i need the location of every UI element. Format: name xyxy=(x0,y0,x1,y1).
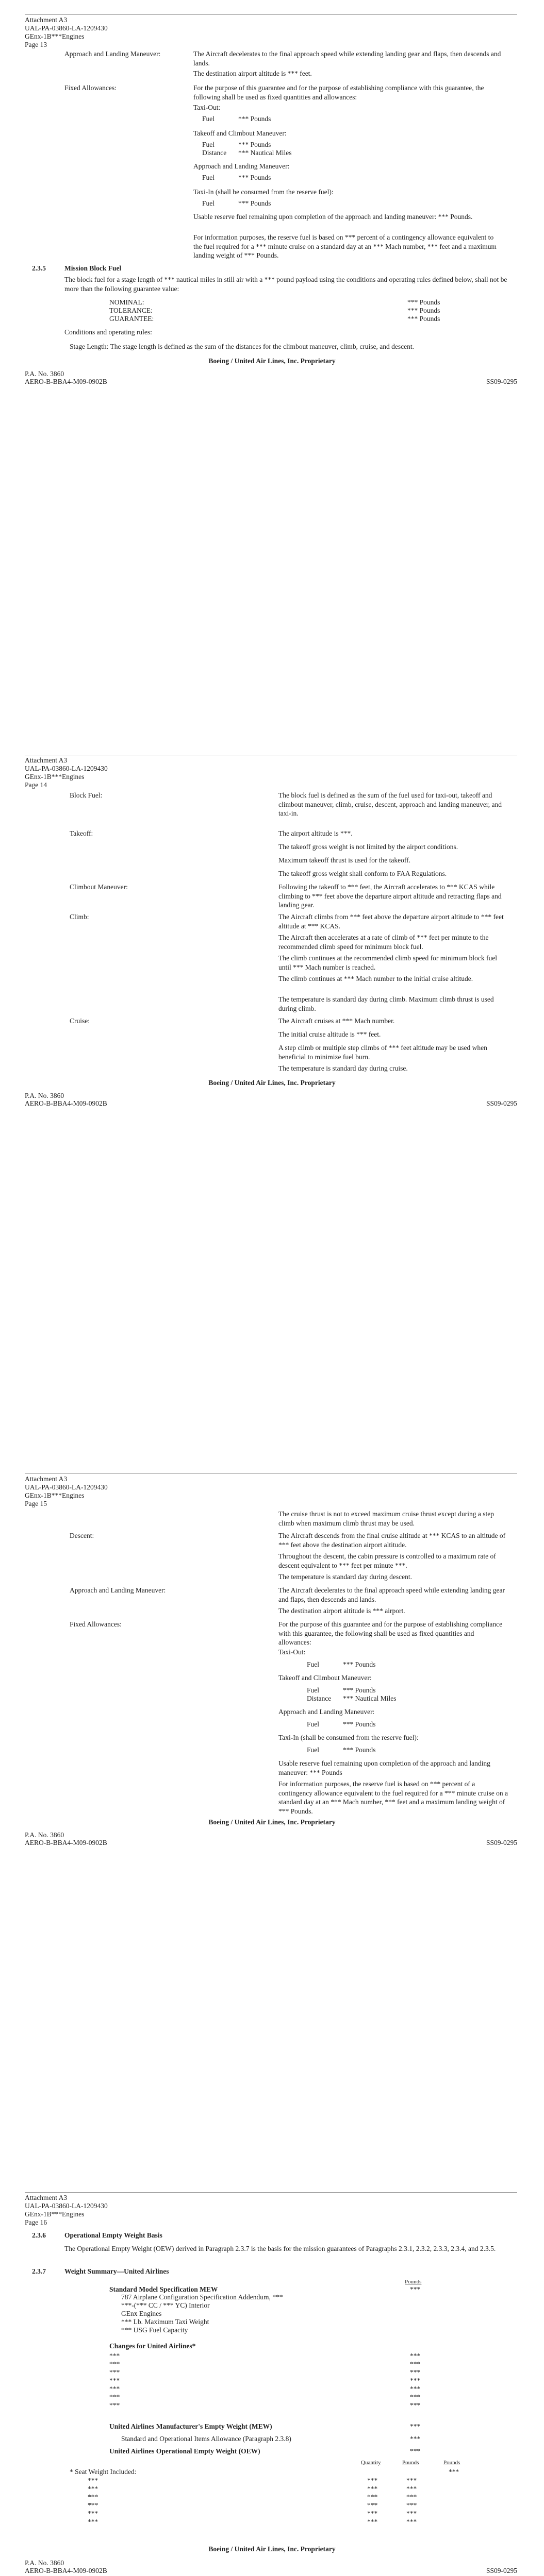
fuel-value: *** Pounds xyxy=(238,174,271,181)
standard-model-value: *** xyxy=(410,2285,421,2293)
page-header xyxy=(25,756,334,789)
header-attachment: Attachment A3 xyxy=(25,16,68,24)
takeoff-label: Takeoff: xyxy=(70,829,93,837)
taxi-out-label: Taxi-Out: xyxy=(278,1648,306,1656)
header-doc-id: UAL-PA-03860-LA-1209430 xyxy=(25,24,108,32)
changes-value: *** xyxy=(410,2393,421,2401)
spec-line: ***-(*** CC / *** YC) Interior xyxy=(121,2301,210,2309)
header-attachment: Attachment A3 xyxy=(25,1475,68,1483)
cruise-text-3: A step climb or multiple step climbs of *** feet altitude may be used when beneficial to minimize fuel burn. xyxy=(278,1044,487,1061)
std-allowance-label: Standard and Operational Items Allowance (Paragraph 2.3.8) xyxy=(121,2435,291,2443)
changes-value: *** xyxy=(410,2385,421,2393)
page-footer xyxy=(25,2559,517,2574)
fuel-label: Fuel xyxy=(202,199,215,207)
changes-value: *** xyxy=(410,2377,421,2384)
nominal-label: NOMINAL: xyxy=(109,298,144,306)
page-number: Page 13 xyxy=(25,41,47,48)
takeoff-text-3: Maximum takeoff thrust is used for the takeoff. xyxy=(278,856,410,864)
cruise-continued-text: The cruise thrust is not to exceed maximum cruise thrust except during a step climb when maximum climb thrust may be used. xyxy=(278,1510,494,1527)
seat-row xyxy=(88,2493,480,2501)
fuel-value: *** Pounds xyxy=(343,1660,376,1668)
fuel-label: Fuel xyxy=(202,174,215,181)
taxi-out-label: Taxi-Out: xyxy=(193,104,221,111)
changes-row xyxy=(109,2368,429,2377)
footer-doc-code: AERO-B-BBA4-M09-0902B xyxy=(25,378,107,385)
fuel-value: *** Pounds xyxy=(238,199,271,207)
climbout-text: Following the takeoff to *** feet, the Aircraft accelerates to *** KCAS while climbing to *** feet above the departure airport altitude and retracting flaps and landing gear. xyxy=(278,883,502,909)
spec-line: *** USG Fuel Capacity xyxy=(121,2326,188,2334)
seat-item: *** xyxy=(88,2501,98,2509)
cruise-label: Cruise: xyxy=(70,1017,90,1025)
footer-pa-number: P.A. No. 3860 xyxy=(25,370,64,378)
section-text: The block fuel for a stage length of *** nautical miles in still air with a *** pound payload using the conditions and operating rules defined below, shall not be more than the following guarantee value: xyxy=(64,276,507,293)
spec-line: 787 Airplane Configuration Specification Addendum, *** xyxy=(121,2293,283,2301)
fixed-allowances-text: For the purpose of this guarantee and for the purpose of establishing compliance with this guarantee, the following shall be used as fixed quantities and allowances: xyxy=(193,84,484,101)
taxi-in-label: Taxi-In (shall be consumed from the reserve fuel): xyxy=(193,188,334,196)
descent-text-1: The Aircraft descends from the final cruise altitude at *** KCAS to an altitude of *** feet above the destination airport altitude. xyxy=(278,1532,506,1549)
climb-text-1: The Aircraft climbs from *** feet above the departure airport altitude to *** feet altitude at *** KCAS. xyxy=(278,913,504,930)
page-number: Page 14 xyxy=(25,781,47,789)
footer-pa-number: P.A. No. 3860 xyxy=(25,1831,64,1839)
seat-item: *** xyxy=(88,2518,98,2526)
cruise-text-1: The Aircraft cruises at *** Mach number. xyxy=(278,1017,395,1025)
changes-row xyxy=(109,2360,429,2368)
destination-text: The destination airport altitude is *** feet. xyxy=(193,70,312,77)
descent-label: Descent: xyxy=(70,1532,94,1539)
distance-value: *** Nautical Miles xyxy=(238,149,292,157)
page-header xyxy=(25,2194,334,2227)
oew-value: *** xyxy=(410,2447,421,2455)
reserve-info-text: For information purposes, the reserve fuel is based on *** percent of a contingency allowance equivalent to the fuel required for a *** minute cruise on a standard day at an *** Mach number, *** feet and a maximum landing weight of *** Pounds. xyxy=(193,233,497,260)
changes-row xyxy=(109,2401,429,2410)
reserve-info-text: For information purposes, the reserve fuel is based on *** percent of a contingency allowance equivalent to the fuel required for a *** minute cruise on a standard day at an *** Mach number, *** feet and a maximum landing weight of *** Pounds. xyxy=(278,1780,508,1815)
takeoff-text-1: The airport altitude is ***. xyxy=(278,829,353,837)
pounds-header-3: Pounds xyxy=(443,2460,460,2466)
fuel-value: *** Pounds xyxy=(343,1746,376,1754)
section-title: Operational Empty Weight Basis xyxy=(64,2231,162,2239)
changes-item: *** xyxy=(109,2377,120,2384)
mew-value: *** xyxy=(410,2422,421,2430)
header-attachment: Attachment A3 xyxy=(25,2194,68,2201)
standard-model-heading: Standard Model Specification MEW xyxy=(109,2285,218,2293)
takeoff-climbout-label: Takeoff and Climbout Maneuver: xyxy=(278,1674,372,1682)
changes-item: *** xyxy=(109,2401,120,2409)
seat-item: *** xyxy=(88,2477,98,2484)
fuel-value: *** Pounds xyxy=(343,1720,376,1728)
header-rule xyxy=(25,14,517,15)
fuel-label: Fuel xyxy=(202,115,215,123)
changes-heading: Changes for United Airlines* xyxy=(109,2342,196,2350)
seat-row xyxy=(88,2501,480,2510)
footer-pa-number: P.A. No. 3860 xyxy=(25,2559,64,2567)
changes-list xyxy=(109,2352,429,2410)
seat-row xyxy=(88,2485,480,2493)
pounds-header-2: Pounds xyxy=(402,2460,419,2466)
proprietary-notice: Boeing / United Air Lines, Inc. Proprietary xyxy=(208,2545,336,2553)
page-header xyxy=(25,16,334,49)
takeoff-text-4: The takeoff gross weight shall conform to FAA Regulations. xyxy=(278,870,447,877)
stage-length-text: Stage Length: The stage length is defined as the sum of the distances for the climbout maneuver, climb, cruise, and descent. xyxy=(70,343,415,350)
climb-text-3: The climb continues at the recommended climb speed for minimum block fuel until *** Mach number is reached. xyxy=(278,954,498,971)
seat-row xyxy=(88,2510,480,2518)
usable-reserve-text: Usable reserve fuel remaining upon completion of the approach and landing maneuver: *** Pounds xyxy=(278,1759,490,1776)
climb-text-2: The Aircraft then accelerates at a rate of climb of *** feet per minute to the recommended climb speed for minimum block fuel. xyxy=(278,934,489,951)
fuel-value: *** Pounds xyxy=(238,141,271,148)
fixed-allowances-label: Fixed Allowances: xyxy=(70,1620,122,1628)
footer-doc-code: AERO-B-BBA4-M09-0902B xyxy=(25,1099,107,1107)
descent-text-2: Throughout the descent, the cabin pressure is controlled to a maximum rate of descent equivalent to *** feet per minute ***. xyxy=(278,1552,496,1569)
nominal-value: *** Pounds xyxy=(407,298,440,306)
header-doc-id: UAL-PA-03860-LA-1209430 xyxy=(25,765,108,772)
guarantee-value: *** Pounds xyxy=(407,315,440,323)
section-number: 2.3.6 xyxy=(32,2231,46,2239)
pounds-column-header: Pounds xyxy=(405,2279,422,2285)
descent-text-3: The temperature is standard day during descent. xyxy=(278,1573,413,1581)
header-doc-id: UAL-PA-03860-LA-1209430 xyxy=(25,1483,108,1491)
oew-heading: United Airlines Operational Empty Weight (OEW) xyxy=(109,2447,260,2455)
fuel-label: Fuel xyxy=(307,1660,320,1668)
header-engines: GEnx-1B***Engines xyxy=(25,2210,85,2218)
conditions-label: Conditions and operating rules: xyxy=(64,328,152,336)
page-15 xyxy=(0,1473,544,2040)
fixed-allowances-label: Fixed Allowances: xyxy=(64,84,117,92)
seat-row xyxy=(88,2477,480,2485)
changes-row xyxy=(109,2352,429,2360)
seat-quantity: *** xyxy=(367,2485,378,2493)
seat-pounds: *** xyxy=(406,2485,417,2493)
fixed-allowances-text: For the purpose of this guarantee and for the purpose of establishing compliance with this guarantee, the following shall be used as fixed quantities and allowances: xyxy=(278,1620,503,1647)
seat-pounds: *** xyxy=(406,2477,417,2484)
page-header xyxy=(25,1475,334,1508)
fuel-label: Fuel xyxy=(307,1686,320,1694)
fuel-value: *** Pounds xyxy=(343,1686,376,1694)
seat-item: *** xyxy=(88,2510,98,2517)
footer-doc-code: AERO-B-BBA4-M09-0902B xyxy=(25,2567,107,2574)
fuel-label: Fuel xyxy=(307,1746,320,1754)
header-doc-id: UAL-PA-03860-LA-1209430 xyxy=(25,2202,108,2210)
block-fuel-text: The block fuel is defined as the sum of the fuel used for taxi-out, takeoff and climbout maneuver, climb, cruise, descent, approach and landing maneuver, and taxi-in. xyxy=(278,791,502,818)
seat-weight-heading: * Seat Weight Included: xyxy=(70,2468,137,2476)
changes-item: *** xyxy=(109,2360,120,2368)
section-title: Mission Block Fuel xyxy=(64,264,122,272)
footer-doc-code: AERO-B-BBA4-M09-0902B xyxy=(25,1839,107,1846)
approach-text: The Aircraft decelerates to the final approach speed while extending landing gear and flaps, then descends and lands. xyxy=(278,1586,505,1603)
changes-value: *** xyxy=(410,2401,421,2409)
changes-value: *** xyxy=(410,2360,421,2368)
seat-pounds: *** xyxy=(406,2510,417,2517)
seat-pounds: *** xyxy=(406,2493,417,2501)
destination-text: The destination airport altitude is *** airport. xyxy=(278,1607,405,1615)
takeoff-text-2: The takeoff gross weight is not limited by the airport conditions. xyxy=(278,843,458,851)
seat-quantity: *** xyxy=(367,2501,378,2509)
header-rule xyxy=(25,2192,517,2193)
proprietary-notice: Boeing / United Air Lines, Inc. Proprietary xyxy=(208,357,336,365)
footer-ss-code: SS09-0295 xyxy=(486,1839,517,1846)
seat-weight-total: *** xyxy=(449,2468,459,2476)
seat-quantity: *** xyxy=(367,2518,378,2526)
footer-pa-number: P.A. No. 3860 xyxy=(25,1092,64,1099)
header-attachment: Attachment A3 xyxy=(25,756,68,764)
page-footer xyxy=(25,1092,517,1107)
quantity-header: Quantity xyxy=(361,2460,381,2466)
header-engines: GEnx-1B***Engines xyxy=(25,773,85,781)
climbout-label: Climbout Maneuver: xyxy=(70,883,128,891)
usable-reserve-text: Usable reserve fuel remaining upon completion of the approach and landing maneuver: *** Pounds. xyxy=(193,213,473,221)
footer-ss-code: SS09-0295 xyxy=(486,378,517,385)
changes-value: *** xyxy=(410,2368,421,2376)
seat-quantity: *** xyxy=(367,2493,378,2501)
proprietary-notice: Boeing / United Air Lines, Inc. Proprietary xyxy=(208,1079,336,1087)
changes-row xyxy=(109,2393,429,2401)
footer-ss-code: SS09-0295 xyxy=(486,1099,517,1107)
changes-value: *** xyxy=(410,2352,421,2360)
approach-maneuver-label: Approach and Landing Maneuver: xyxy=(278,1708,375,1716)
seat-quantity: *** xyxy=(367,2477,378,2484)
header-engines: GEnx-1B***Engines xyxy=(25,32,85,40)
proprietary-notice: Boeing / United Air Lines, Inc. Proprietary xyxy=(208,1818,336,1826)
mew-heading: United Airlines Manufacturer's Empty Weight (MEW) xyxy=(109,2422,272,2430)
cruise-text-2: The initial cruise altitude is *** feet. xyxy=(278,1030,381,1038)
seat-pounds: *** xyxy=(406,2501,417,2509)
changes-item: *** xyxy=(109,2385,120,2393)
approach-maneuver-label: Approach and Landing Maneuver: xyxy=(193,162,290,170)
cruise-text-4: The temperature is standard day during cruise. xyxy=(278,1064,408,1072)
page-14 xyxy=(0,755,544,1321)
distance-value: *** Nautical Miles xyxy=(343,1694,397,1702)
tolerance-value: *** Pounds xyxy=(407,307,440,314)
distance-label: Distance xyxy=(202,149,227,157)
page-number: Page 16 xyxy=(25,2218,47,2226)
section-number: 2.3.7 xyxy=(32,2267,46,2275)
std-allowance-value: *** xyxy=(410,2435,421,2443)
guarantee-label: GUARANTEE: xyxy=(109,315,154,323)
section-title: Weight Summary—United Airlines xyxy=(64,2267,169,2275)
spec-line: *** Lb. Maximum Taxi Weight xyxy=(121,2318,209,2326)
page-number: Page 15 xyxy=(25,1500,47,1507)
spec-line: GEnx Engines xyxy=(121,2310,162,2317)
changes-item: *** xyxy=(109,2352,120,2360)
changes-item: *** xyxy=(109,2393,120,2401)
fuel-label: Fuel xyxy=(307,1720,320,1728)
taxi-in-label: Taxi-In (shall be consumed from the reserve fuel): xyxy=(278,1734,419,1741)
seat-row xyxy=(88,2518,480,2526)
page-13 xyxy=(0,0,544,567)
climb-text-5: The temperature is standard day during climb. Maximum climb thrust is used during climb. xyxy=(278,995,494,1012)
approach-label: Approach and Landing Maneuver: xyxy=(64,50,161,58)
approach-label: Approach and Landing Maneuver: xyxy=(70,1586,166,1594)
fuel-value: *** Pounds xyxy=(238,115,271,123)
distance-label: Distance xyxy=(307,1694,332,1702)
climb-text-4: The climb continues at *** Mach number to the initial cruise altitude. xyxy=(278,975,473,982)
page-footer xyxy=(25,1831,517,1846)
block-fuel-label: Block Fuel: xyxy=(70,791,103,799)
header-engines: GEnx-1B***Engines xyxy=(25,1492,85,1499)
spec-lines xyxy=(121,2293,283,2334)
changes-item: *** xyxy=(109,2368,120,2376)
page-footer xyxy=(25,370,517,385)
tolerance-label: TOLERANCE: xyxy=(109,307,153,314)
section-text: The Operational Empty Weight (OEW) derived in Paragraph 2.3.7 is the basis for the mission guarantees of Paragraphs 2.3.1, 2.3.2, 2.3.3, 2.3.4, and 2.3.5. xyxy=(64,2245,496,2252)
section-number: 2.3.5 xyxy=(32,264,46,272)
changes-row xyxy=(109,2385,429,2393)
header-rule xyxy=(25,1473,517,1474)
seat-pounds: *** xyxy=(406,2518,417,2526)
changes-row xyxy=(109,2377,429,2385)
footer-ss-code: SS09-0295 xyxy=(486,2567,517,2574)
page-16 xyxy=(0,2192,544,2576)
seat-weight-list xyxy=(88,2477,480,2526)
climb-label: Climb: xyxy=(70,913,89,921)
takeoff-climbout-label: Takeoff and Climbout Maneuver: xyxy=(193,129,287,137)
seat-quantity: *** xyxy=(367,2510,378,2517)
fuel-label: Fuel xyxy=(202,141,215,148)
seat-item: *** xyxy=(88,2485,98,2493)
seat-item: *** xyxy=(88,2493,98,2501)
approach-text: The Aircraft decelerates to the final approach speed while extending landing gear and flaps, then descends and lands. xyxy=(193,50,501,67)
